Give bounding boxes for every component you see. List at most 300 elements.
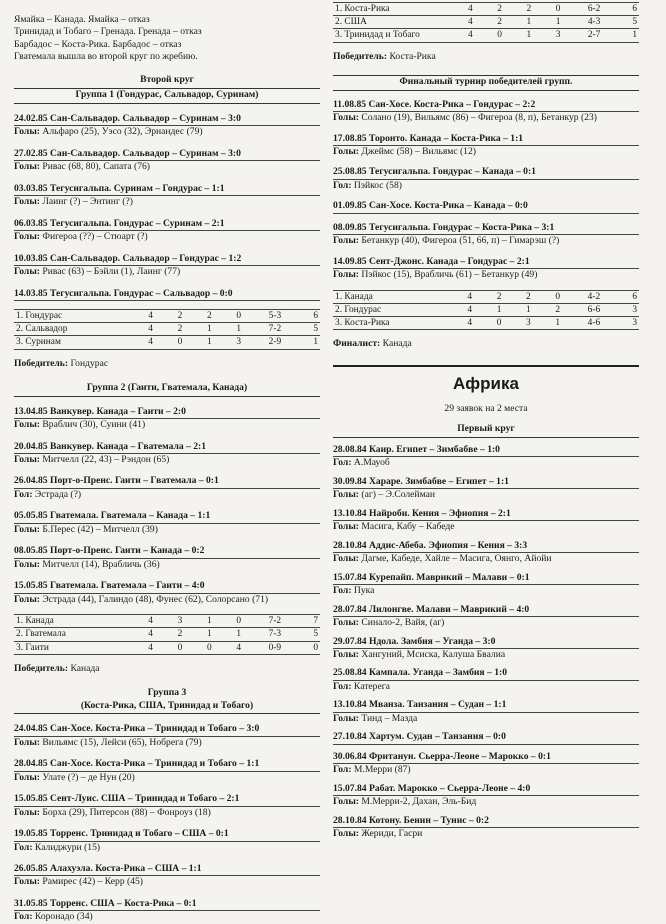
goals-label: Голы: [14, 736, 40, 748]
match-entry [14, 545, 320, 571]
final-matches [333, 99, 639, 282]
goals-scorers: (аг) – Э.Солейман [361, 489, 435, 501]
match-heading: 26.05.85 Алахуэла. Коста-Рика – США – 1:1 [14, 863, 320, 876]
match-goals [333, 796, 639, 808]
match-heading: 05.05.85 Гватемала. Гватемала – Канада – 1:1 [14, 510, 320, 523]
team-name: 2. Гондурас [333, 303, 455, 316]
goals-label: Голы: [333, 489, 359, 501]
goals-scorers: Митчелл (22, 43) – Рэндон (65) [42, 453, 170, 465]
match-heading: 14.03.85 Тегусигальпа. Гондурас – Сальвадор – 0:0 [14, 288, 320, 301]
points: 5 [616, 16, 639, 29]
goals-label: Голы: [14, 126, 40, 138]
goals-label: Голы: [333, 649, 359, 660]
points: 1 [616, 29, 639, 42]
goals-label: Гол: [14, 488, 33, 500]
goal-diff: 4-6 [572, 317, 615, 330]
match-goals [14, 161, 320, 173]
goals-label: Голы: [333, 112, 359, 124]
goals-label: Голы: [333, 553, 359, 565]
match-heading: 30.09.84 Хараре. Зимбабве – Египет – 1:1 [333, 476, 639, 489]
team-name: 3. Гаити [14, 641, 136, 654]
team-name: 2. Гватемала [14, 628, 136, 641]
match-goals [14, 196, 320, 208]
match-goals [14, 842, 320, 854]
goals-scorers: Калиджури (15) [34, 841, 101, 853]
goals-label: Гол: [14, 841, 33, 853]
goals-scorers: Тинд – Мазда [361, 712, 418, 724]
match-goals [333, 764, 639, 776]
wins: 2 [485, 16, 514, 29]
match-goals [14, 266, 320, 278]
match-entry [333, 699, 639, 725]
match-heading: 13.10.84 Найроби. Кения – Эфиопия – 2:1 [333, 508, 639, 521]
match-heading: 25.08.85 Тегусигальпа. Гондурас – Канада – 0:1 [333, 166, 639, 179]
match-entry [14, 113, 320, 139]
draws: 1 [514, 16, 543, 29]
losses: 2 [543, 303, 572, 316]
goals-scorers: Коронадо (34) [34, 911, 93, 923]
round-2-title: Второй круг [140, 73, 194, 85]
goals-label: Голы: [14, 161, 40, 173]
match-heading: 10.03.85 Сан-Сальвадор. Сальвадор – Гондурас – 1:2 [14, 253, 320, 266]
match-goals [333, 489, 639, 501]
played: 4 [136, 336, 165, 349]
winner-label: Победитель: [14, 357, 69, 369]
winner-name: Гондурас [70, 357, 109, 369]
points: 1 [296, 336, 320, 349]
goals-label: Голы: [14, 876, 40, 888]
wins: 2 [497, 4, 502, 14]
goals-scorers: Рамирес (42) – Керр (45) [42, 876, 143, 888]
match-goals [333, 269, 639, 281]
group-3-title: Группа 3 [147, 687, 187, 699]
match-goals [14, 559, 320, 571]
losses: 3 [543, 29, 572, 42]
match-entry [14, 148, 320, 174]
match-entry [333, 604, 639, 630]
match-entry [14, 253, 320, 279]
match-entry [333, 636, 639, 662]
team-name: 2. Сальвадор [14, 323, 136, 336]
draws: 0 [195, 641, 224, 654]
goals-scorers: Хангуний, Мсиска, Калуша Бвалиа [361, 649, 506, 660]
team-name: 1. Канада [16, 616, 54, 627]
losses: 3 [224, 336, 253, 349]
group-1-standings [14, 309, 320, 350]
points: 6 [632, 291, 637, 302]
goals-label: Голы: [333, 828, 359, 840]
match-entry [333, 508, 639, 534]
match-entry [14, 828, 320, 854]
match-entry [333, 815, 639, 841]
goals-scorers: Фигероа (??) – Стюарт (?) [42, 231, 148, 243]
team-name: 1. Коста-Рика [335, 4, 390, 14]
match-heading: 17.08.85 Торонто. Канада – Коста-Рика – 1:1 [333, 133, 639, 146]
match-goals [333, 112, 639, 124]
draws: 2 [526, 4, 532, 14]
intro-notes [14, 14, 320, 64]
match-entry [333, 222, 639, 248]
match-entry [333, 99, 639, 125]
match-goals [333, 713, 639, 725]
match-entry [333, 256, 639, 282]
africa-round-1-title: Первый круг [333, 423, 639, 437]
draws: 1 [514, 303, 543, 316]
team-name: 2. США [333, 16, 456, 29]
goals-scorers: Джеймс (58) – Вильямс (12) [361, 146, 476, 157]
goals-label: Голы: [14, 231, 40, 243]
goals-label: Голы: [14, 558, 40, 570]
goal-diff: 5-3 [268, 310, 282, 321]
match-entry [14, 406, 320, 432]
match-entry [14, 183, 320, 209]
match-heading: 27.10.84 Хартум. Судан – Танзания – 0:0 [333, 731, 639, 744]
goals-label: Гол: [333, 457, 352, 469]
left-column [14, 14, 320, 924]
goals-scorers: Ривас (63) – Бэйли (1), Лаинг (77) [42, 266, 181, 278]
played: 4 [456, 29, 485, 42]
match-goals [14, 807, 320, 819]
match-heading: 15.05.85 Сент-Луис. США – Тринидад и Тобаго – 2:1 [14, 793, 320, 806]
wins: 0 [165, 336, 194, 349]
match-entry [333, 166, 639, 192]
standings-row [333, 3, 639, 16]
goals-label: Гол: [333, 585, 352, 597]
match-heading: 15.07.84 Курепайп. Маврикий – Малави – 0:1 [333, 572, 639, 585]
points: 0 [296, 641, 320, 654]
goals-label: Голы: [14, 453, 40, 465]
goals-label: Голы: [14, 771, 40, 783]
team-name: 1. Канада [335, 291, 373, 302]
goal-diff: 2-9 [253, 336, 296, 349]
match-goals [14, 876, 320, 888]
draws: 2 [526, 291, 531, 302]
match-goals [333, 585, 639, 597]
wins: 2 [165, 628, 194, 641]
match-goals [333, 521, 639, 533]
group-1-winner [14, 358, 320, 370]
intro-line: Гватемала вышла во второй круг по жребию. [14, 51, 198, 63]
goals-scorers: Бетанкур (40), Фигероа (51, 66, п) – Гимарэш (?) [361, 235, 560, 247]
goals-scorers: Лаинг (?) – Энтинг (?) [42, 196, 133, 208]
match-heading: 28.04.85 Сан-Хосе. Коста-Рика – Тринидад и Тобаго – 1:1 [14, 758, 320, 771]
goals-scorers: Вильямс (15), Лейси (65), Нобрега (79) [42, 736, 202, 748]
goals-label: Гол: [333, 764, 352, 776]
match-heading: 19.05.85 Торренс. Тринидад и Тобаго – США – 0:1 [14, 828, 320, 841]
wins: 3 [177, 616, 183, 627]
match-entry [14, 475, 320, 501]
match-goals [333, 457, 639, 469]
goals-scorers: Пука [353, 585, 375, 597]
match-heading: 13.04.85 Ванкувер. Канада – Гаити – 2:0 [14, 406, 320, 419]
goals-scorers: Ривас (68, 80), Сапата (76) [42, 161, 150, 173]
match-goals [14, 524, 320, 536]
draws: 1 [195, 628, 224, 641]
match-entry [14, 288, 320, 301]
match-entry [333, 731, 639, 744]
played: 4 [455, 303, 484, 316]
wins: 0 [485, 29, 514, 42]
goals-label: Голы: [14, 419, 40, 431]
goals-scorers: Враблич (30), Суини (41) [42, 419, 146, 431]
match-entry [14, 793, 320, 819]
group-2-title: Группа 2 (Гаити, Гватемала, Канада) [14, 382, 320, 396]
goals-scorers: Масига, Кабу – Кабеде [361, 521, 455, 533]
standings-row [14, 615, 320, 628]
match-heading: 24.04.85 Сан-Хосе. Коста-Рика – Тринидад и Тобаго – 3:0 [14, 723, 320, 736]
standings-row [333, 303, 639, 316]
match-heading: 15.07.84 Рабат. Марокко – Сьерра-Леоне – 4:0 [333, 783, 639, 796]
match-entry [14, 218, 320, 244]
points: 3 [615, 303, 639, 316]
match-heading: 15.05.85 Гватемала. Гватемала – Гаити – 4:0 [14, 580, 320, 593]
played: 4 [148, 616, 153, 627]
standings-row [14, 323, 320, 336]
goals-label: Гол: [333, 179, 352, 191]
goals-scorers: Б.Перес (42) – Митчелл (39) [42, 523, 158, 535]
match-goals [333, 681, 639, 693]
match-entry [333, 133, 639, 159]
match-heading: 25.08.84 Кампала. Уганда – Замбия – 1:0 [333, 667, 639, 680]
goals-scorers: М.Мерри-2, Дахан, Эль-Бид [361, 796, 477, 808]
match-heading: 08.09.85 Тегусигальпа. Гондурас – Коста-Рика – 3:1 [333, 222, 639, 235]
final-tournament-title: Финальный турнир победителей групп. [333, 75, 639, 90]
group-3-matches [14, 723, 320, 924]
goals-scorers: Солано (19), Вильямс (86) – Фигероа (8, п), Бетанкур (23) [361, 112, 597, 124]
match-entry [14, 441, 320, 467]
match-heading: 20.04.85 Ванкувер. Канада – Гватемала – 2:1 [14, 441, 320, 454]
match-entry [333, 540, 639, 566]
match-heading: 08.05.85 Порт-о-Пренс. Гаити – Канада – 0:2 [14, 545, 320, 558]
losses: 0 [555, 291, 561, 302]
match-heading: 28.07.84 Лилонгве. Малави – Маврикий – 4:0 [333, 604, 639, 617]
goals-label: Голы: [333, 712, 359, 724]
played: 4 [148, 310, 153, 321]
match-goals [333, 828, 639, 840]
losses: 0 [555, 4, 561, 14]
match-goals [14, 489, 320, 501]
final-standings [333, 290, 639, 331]
match-goals [333, 617, 639, 629]
goal-diff: 7-3 [253, 628, 296, 641]
match-goals [14, 737, 320, 749]
goal-diff: 2-7 [573, 29, 616, 42]
match-goals [333, 180, 639, 192]
match-goals [333, 235, 639, 247]
group-3-standings [333, 2, 639, 43]
goals-label: Голы: [333, 235, 359, 247]
goals-label: Голы: [333, 521, 359, 533]
match-entry [14, 898, 320, 924]
team-name: 1. Гондурас [16, 310, 63, 321]
match-entry [333, 200, 639, 213]
goals-scorers: Альфаро (25), Уэсо (32), Эрнандес (79) [42, 126, 203, 138]
match-entry [14, 863, 320, 889]
wins: 1 [484, 303, 513, 316]
right-column [333, 2, 639, 841]
goal-diff: 4-2 [587, 291, 601, 302]
group-2-matches [14, 406, 320, 607]
match-entry [14, 723, 320, 749]
goal-diff: 4-3 [573, 16, 616, 29]
goals-scorers: Улате (?) – де Нун (20) [42, 771, 135, 783]
intro-line: Барбадос – Коста-Рика. Барбадос – отказ [14, 38, 182, 50]
match-entry [333, 667, 639, 693]
match-heading: 14.09.85 Сент-Джонс. Канада – Гондурас – 2:1 [333, 256, 639, 269]
match-entry [333, 783, 639, 809]
group-3-winner [333, 51, 639, 63]
goals-scorers: Пэйкос (15), Врабличь (61) – Бетанкур (49) [361, 269, 538, 281]
match-heading: 11.08.85 Сан-Хосе. Коста-Рика – Гондурас – 2:2 [333, 99, 639, 112]
match-entry [333, 444, 639, 470]
goals-scorers: Дагме, Кабеде, Хайле – Масига, Оянго, Айойи [361, 553, 552, 565]
goals-label: Голы: [14, 196, 40, 208]
group-2-winner [14, 663, 320, 675]
points: 5 [296, 323, 320, 336]
goals-scorers: Синало-2, Вайя, (аг) [361, 617, 445, 629]
match-heading: 13.10.84 Мванза. Танзания – Судан – 1:1 [333, 699, 639, 712]
goals-scorers: Эстрада (?) [34, 488, 82, 500]
group-1-matches [14, 113, 320, 301]
match-entry [14, 580, 320, 606]
points: 3 [615, 317, 639, 330]
match-goals [14, 772, 320, 784]
match-heading: 29.07.84 Ндола. Замбия – Уганда – 3:0 [333, 636, 639, 649]
played: 4 [136, 628, 165, 641]
match-heading: 24.02.85 Сан-Сальвадор. Сальвадор – Суринам – 3:0 [14, 113, 320, 126]
wins: 0 [165, 641, 194, 654]
match-heading: 06.03.85 Тегусигальпа. Гондурас – Суринам – 2:1 [14, 218, 320, 231]
goals-label: Голы: [333, 146, 359, 157]
standings-row [333, 290, 639, 303]
goals-scorers: А.Мауоб [353, 457, 390, 469]
group-3-subtitle: (Коста-Рика, США, Тринидад и Тобаго) [14, 700, 320, 714]
wins: 2 [165, 323, 194, 336]
match-goals [333, 146, 639, 158]
team-name: 3. Суринам [14, 336, 136, 349]
played: 4 [136, 641, 165, 654]
draws: 3 [514, 317, 543, 330]
goals-scorers: Митчелл (14), Врабличь (36) [42, 558, 160, 570]
goals-label: Голы: [14, 523, 40, 535]
played: 4 [468, 4, 473, 14]
wins: 0 [484, 317, 513, 330]
standings-row [333, 29, 639, 42]
intro-line: Ямайка – Канада. Ямайка – отказ [14, 14, 150, 25]
draws: 1 [206, 616, 212, 627]
match-entry [333, 572, 639, 598]
losses: 4 [224, 641, 253, 654]
match-goals [333, 553, 639, 565]
match-heading: 28.10.84 Котону. Бенин – Тунис – 0:2 [333, 815, 639, 828]
match-goals [14, 231, 320, 243]
finalist-name: Канада [382, 338, 412, 350]
goals-label: Голы: [333, 617, 359, 629]
played: 4 [455, 317, 484, 330]
goal-diff: 6-2 [587, 4, 601, 14]
match-heading: 26.04.85 Порт-о-Пренс. Гаити – Гватемала – 0:1 [14, 475, 320, 488]
draws: 1 [195, 336, 224, 349]
match-heading: 03.03.85 Тегусигальпа. Суринам – Гондурас – 1:1 [14, 183, 320, 196]
losses: 1 [543, 317, 572, 330]
match-heading: 27.02.85 Сан-Сальвадор. Сальвадор – Суринам – 3:0 [14, 148, 320, 161]
africa-entries: 29 заявок на 2 места [444, 402, 528, 414]
goals-scorers: Пэйкос (58) [353, 179, 402, 191]
losses: 1 [543, 16, 572, 29]
goals-scorers: Борха (29), Питерсон (88) – Фонроуз (18) [42, 806, 211, 818]
draws: 1 [195, 323, 224, 336]
goals-scorers: Жериди, Гасри [361, 828, 423, 840]
goals-label: Гол: [333, 680, 352, 692]
group-1-title: Группа 1 (Гондурас, Сальвадор, Суринам) [14, 88, 320, 103]
points: 7 [313, 616, 318, 627]
match-goals [333, 649, 639, 661]
goals-label: Голы: [333, 796, 359, 808]
draws: 1 [514, 29, 543, 42]
goal-diff: 7-2 [253, 323, 296, 336]
goals-label: Голы: [14, 266, 40, 278]
winner-name: Коста-Рика [389, 50, 436, 62]
match-heading: 30.06.84 Фританун. Сьерра-Леоне – Марокко – 0:1 [333, 751, 639, 764]
africa-matches [333, 444, 639, 841]
winner-label: Победитель: [14, 662, 69, 674]
match-heading: 28.10.84 Аддис-Абеба. Эфиопия – Кения – 3:3 [333, 540, 639, 553]
intro-line: Тринидад и Тобаго – Гренада. Гренада – отказ [14, 26, 202, 38]
match-goals [14, 126, 320, 138]
winner-label: Победитель: [333, 50, 388, 62]
goals-label: Гол: [14, 911, 33, 923]
team-name: 3. Тринидад и Тобаго [333, 29, 456, 42]
goals-scorers: М.Мерри (87) [353, 764, 411, 776]
wins: 2 [177, 310, 183, 321]
wins: 2 [496, 291, 502, 302]
points: 6 [313, 310, 318, 321]
points: 6 [632, 4, 637, 14]
losses: 1 [224, 628, 253, 641]
goals-scorers: Эстрада (44), Галиндо (48), Фунес (62), Солорсано (71) [42, 593, 269, 605]
standings-row [14, 628, 320, 641]
played: 4 [456, 16, 485, 29]
goal-diff: 0-9 [253, 641, 296, 654]
match-goals [14, 911, 320, 923]
standings-row [333, 317, 639, 330]
finalist-label: Финалист: [333, 338, 381, 350]
losses: 0 [236, 310, 242, 321]
match-entry [14, 510, 320, 536]
team-name: 3. Коста-Рика [333, 317, 455, 330]
match-entry [333, 751, 639, 777]
match-entry [333, 476, 639, 502]
africa-section-title: Африка [333, 365, 639, 395]
match-heading: 01.09.85 Сан-Хосе. Коста-Рика – Канада – 0:0 [333, 200, 639, 213]
standings-row [14, 336, 320, 349]
standings-row [14, 309, 320, 322]
played: 4 [467, 291, 473, 302]
goals-label: Голы: [333, 269, 359, 281]
points: 5 [296, 628, 320, 641]
match-goals [14, 419, 320, 431]
goals-label: Голы: [14, 593, 40, 605]
goals-scorers: Катерега [353, 680, 390, 692]
match-goals [14, 454, 320, 466]
draws: 2 [207, 310, 212, 321]
losses: 1 [224, 323, 253, 336]
match-heading: 31.05.85 Торренс. США – Коста-Рика – 0:1 [14, 898, 320, 911]
match-heading: 28.08.84 Каир. Египет – Зимбабве – 1:0 [333, 444, 639, 457]
goal-diff: 7-2 [268, 616, 282, 627]
match-goals [14, 594, 320, 606]
standings-row [14, 641, 320, 654]
